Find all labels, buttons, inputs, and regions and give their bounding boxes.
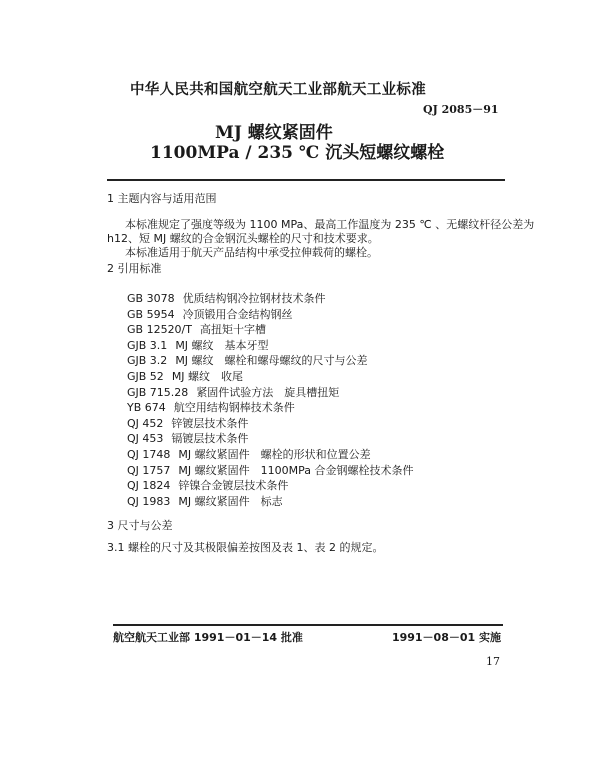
footer-divider [113,624,503,626]
reference-item [127,477,288,493]
reference-code: QJ 453 [127,432,164,446]
reference-code: GB 3078 [127,292,175,305]
reference-item [127,368,243,384]
section-1-para-1: 本标准规定了强度等级为 1100 MPa、最高工作温度为 235 ℃ 、无螺纹杆径公差为 [125,218,535,231]
reference-code: QJ 1757 [127,463,171,477]
standard-code: QJ 2085－91 [423,103,499,116]
reference-item [127,446,371,462]
reference-title: MJ 螺纹紧固件 标志 [178,494,283,508]
reference-title: 冷顶锻用合金结构钢丝 [182,307,293,321]
reference-item [127,337,269,353]
reference-title: 锌镀层技术条件 [171,416,249,430]
reference-title: 锌镍合金镀层技术条件 [178,479,289,493]
reference-code: QJ 452 [127,416,164,430]
clause-3-1: 3.1 螺栓的尺寸及其极限偏差按图及表 1、表 2 的规定。 [107,541,384,554]
reference-title: 航空用结构钢棒技术条件 [173,401,295,415]
reference-item [127,415,248,431]
reference-item [127,493,283,509]
section-1-para-2: 本标准适用于航天产品结构中承受拉伸载荷的螺栓。 [125,246,378,259]
reference-code: GJB 3.1 [127,338,168,352]
reference-code: QJ 1824 [127,479,171,493]
reference-code: YB 674 [127,401,166,415]
approval-date: 航空航天工业部 1991－01－14 批准 [113,631,303,644]
title-divider [107,179,505,181]
reference-item [127,384,339,400]
reference-item [127,306,293,322]
reference-code: GJB 3.2 [127,354,168,368]
reference-code: GJB 715.28 [127,385,189,399]
reference-title: MJ 螺纹 收尾 [171,370,244,383]
reference-item [127,430,248,446]
section-1-heading: 1 主题内容与适用范围 [107,192,217,205]
reference-title: MJ 螺纹 基本牙型 [175,338,269,352]
reference-item [127,290,326,306]
title-line-1: MJ 螺纹紧固件 [215,123,333,143]
page-number: 17 [486,655,500,668]
reference-item [127,352,368,368]
section-2-heading: 2 引用标准 [107,262,162,275]
reference-title: MJ 螺纹 螺栓和螺母螺纹的尺寸与公差 [175,354,368,368]
section-1-para-1-cont: h12、短 MJ 螺纹的合金钢沉头螺栓的尺寸和技术要求。 [107,232,379,245]
title-line-2: 1100MPa / 235 ℃ 沉头短螺纹螺栓 [150,143,445,163]
effective-date: 1991－08－01 实施 [391,631,501,644]
reference-title: MJ 螺纹紧固件 螺栓的形状和位置公差 [178,448,371,461]
reference-code: GJB 52 [127,370,164,383]
reference-title: 高扭矩十字槽 [200,323,266,337]
reference-item [127,399,295,415]
reference-code: GB 5954 [127,307,175,321]
reference-item [127,462,414,478]
reference-code: GB 12520/T [127,323,192,337]
reference-code: QJ 1748 [127,448,171,461]
reference-code: QJ 1983 [127,494,171,508]
reference-title: 紧固件试验方法 旋具槽扭矩 [196,385,340,399]
issuer-header: 中华人民共和国航空航天工业部航天工业标准 [130,82,426,98]
reference-title: 优质结构钢冷拉钢材技术条件 [182,292,326,305]
reference-title: 镉镀层技术条件 [171,432,249,446]
reference-item [127,321,266,337]
section-3-heading: 3 尺寸与公差 [107,519,173,532]
reference-title: MJ 螺纹紧固件 1100MPa 合金钢螺栓技术条件 [178,463,414,477]
